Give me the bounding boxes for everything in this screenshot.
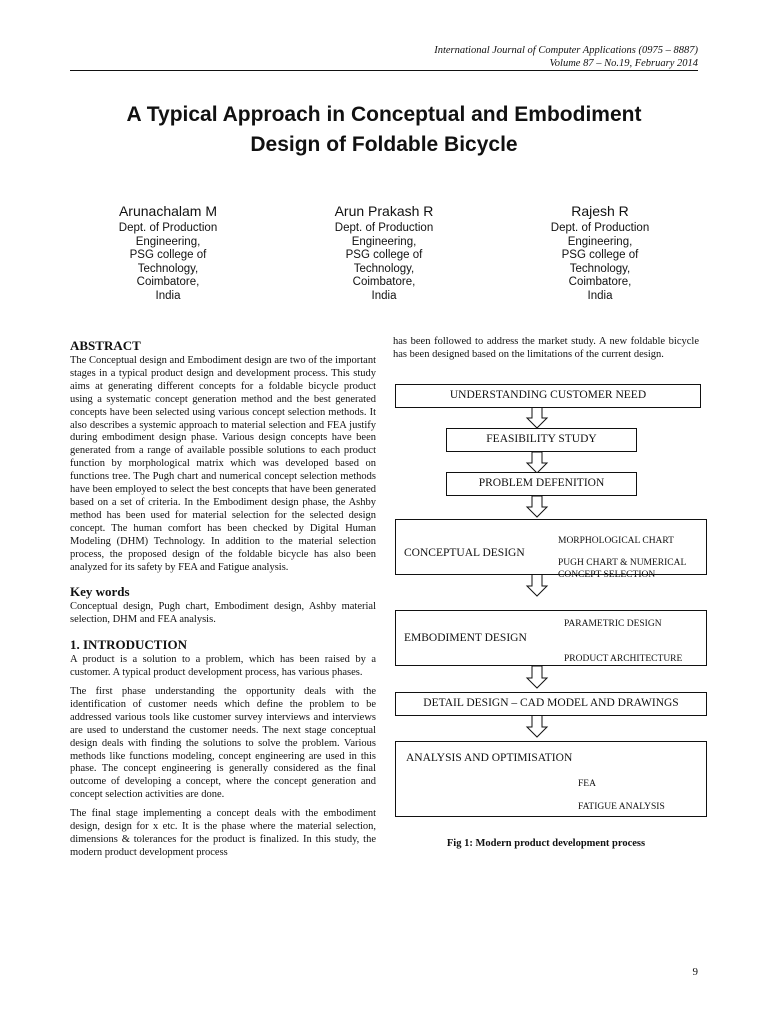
- fatigue-analysis-label: FATIGUE ANALYSIS: [578, 802, 665, 812]
- step-label: PROBLEM DEFENITION: [478, 477, 605, 489]
- author-affiliation: Dept. of Production: [550, 222, 650, 234]
- author-affiliation: Dept. of Production: [118, 222, 218, 234]
- journal-header: [434, 44, 698, 70]
- author-affiliation: Engineering,: [567, 235, 633, 248]
- step-label: UNDERSTANDING CUSTOMER NEED: [449, 389, 647, 401]
- intro-paragraph-1: A product is a solution to a problem, which has been raised by a customer. A typical product development process, has various phases.: [70, 654, 376, 679]
- author-affiliation: Engineering,: [351, 235, 417, 248]
- journal-name: International Journal of Computer Applications (0975 – 8887): [434, 45, 698, 56]
- author-affiliation: India: [155, 289, 181, 302]
- intro-paragraph-3: The final stage implementing a concept deals with the embodiment design, design for x etc. It is the phase where the material selection, dimensions & tolerances for the product is finalized. In this study, the modern product development process: [70, 808, 376, 858]
- keywords-text: Conceptual design, Pugh chart, Embodiment design, Ashby material selection, DHM and FEA analysis.: [70, 601, 376, 626]
- flowchart: [393, 382, 713, 852]
- author-affiliation: PSG college of: [561, 249, 639, 262]
- title-line-1: A Typical Approach in Conceptual and Embodiment: [126, 103, 642, 126]
- author-affiliation: Technology,: [137, 262, 199, 275]
- page-number: 9: [692, 966, 698, 978]
- figure-caption: Fig 1: Modern product development process: [446, 838, 646, 849]
- step-label: FEASIBILITY STUDY: [486, 433, 597, 445]
- step-conceptual-design: [395, 519, 707, 580]
- abstract-heading: ABSTRACT: [70, 338, 141, 353]
- keywords-heading: Key words: [70, 584, 130, 600]
- step-embodiment-design: [395, 610, 707, 666]
- step-feasibility-study: [446, 428, 637, 452]
- step-detail-design: [395, 692, 707, 716]
- intro-paragraph-2: The first phase understanding the opportunity deals with the identification of customer needs which define the problem to be addressed various tools like customer survey interviews and interviews are used to understand the customer needs. The next stage conceptual design deals with finding the solutions to solve the problem. Various methods like functions modeling, concept engineering are used in this phase. The concept engineering is generally considered as the final outcome of developing a concept, where the concept generation and concept selection activities are done.: [70, 686, 376, 801]
- author-name: Arunachalam M: [118, 203, 218, 219]
- abstract-text: The Conceptual design and Embodiment design are two of the important stages in a typical product design and development process. This study aims at generating different concepts for a foldable bicycle product using a systematic concept generation method and the best generated concepts have been selected using various concept selection methods. It also describes a systemic approach to material selection and FEA justify during embodiment design phase. Various design concepts have been generated from a range of available possible solutions to each product function by morphological matrix which was developed based on functions tree. The Pugh chart and numerical concept selection methods have been employed to select the best concepts that have been generated based on a set of criteria. In the Embodiment design phase, the Ashby method has been used for material selection for the selected design concept. The human comfort has been checked by Digital Human Modeling (DHM) Technology. In addition to the material selection process, the proposed design of the foldable bicycle has also been analyzed for its safety by FEA and Fatigue analysis.: [70, 355, 376, 573]
- header-rule: [70, 70, 698, 71]
- introduction-heading: 1. INTRODUCTION: [70, 637, 188, 653]
- author-affiliation: Coimbatore,: [136, 276, 200, 289]
- right-column-intro: [393, 336, 699, 368]
- author-name: Arun Prakash R: [334, 203, 434, 219]
- author-affiliation: PSG college of: [345, 249, 423, 262]
- author-affiliation: India: [587, 289, 613, 302]
- paper-title: [0, 100, 768, 160]
- parametric-design-label: PARAMETRIC DESIGN: [564, 619, 662, 629]
- journal-volume: Volume 87 – No.19, February 2014: [549, 58, 698, 69]
- product-architecture-label: PRODUCT ARCHITECTURE: [564, 654, 683, 664]
- author-affiliation: Technology,: [569, 262, 631, 275]
- step-understanding-customer-need: [395, 384, 701, 408]
- author-3: [490, 203, 710, 304]
- author-affiliation: Dept. of Production: [334, 222, 434, 234]
- title-line-2: Design of Foldable Bicycle: [250, 133, 518, 156]
- step-analysis-optimisation: [395, 741, 707, 817]
- conceptual-design-label: CONCEPTUAL DESIGN: [404, 547, 525, 559]
- author-affiliation: PSG college of: [129, 249, 207, 262]
- author-affiliation: Technology,: [353, 262, 415, 275]
- pugh-chart-label: PUGH CHART & NUMERICAL: [558, 558, 687, 568]
- step-label: DETAIL DESIGN – CAD MODEL AND DRAWINGS: [423, 697, 679, 709]
- author-affiliation: India: [371, 289, 397, 302]
- author-affiliation: Coimbatore,: [352, 276, 416, 289]
- author-affiliation: Engineering,: [135, 235, 201, 248]
- author-name: Rajesh R: [571, 203, 629, 219]
- fea-label: FEA: [578, 779, 596, 789]
- step-problem-definition: [446, 472, 637, 496]
- left-column: [70, 338, 376, 866]
- author-1: [58, 203, 278, 304]
- concept-selection-label: CONCEPT SELECTION: [558, 570, 656, 580]
- author-affiliation: Coimbatore,: [568, 276, 632, 289]
- author-2: [274, 203, 494, 304]
- morphological-chart-label: MORPHOLOGICAL CHART: [558, 536, 674, 546]
- embodiment-design-label: EMBODIMENT DESIGN: [404, 632, 527, 644]
- analysis-label: ANALYSIS AND OPTIMISATION: [406, 752, 573, 764]
- right-intro-text: has been followed to address the market study. A new foldable bicycle has been designed based on the limitations of the current design.: [393, 336, 699, 360]
